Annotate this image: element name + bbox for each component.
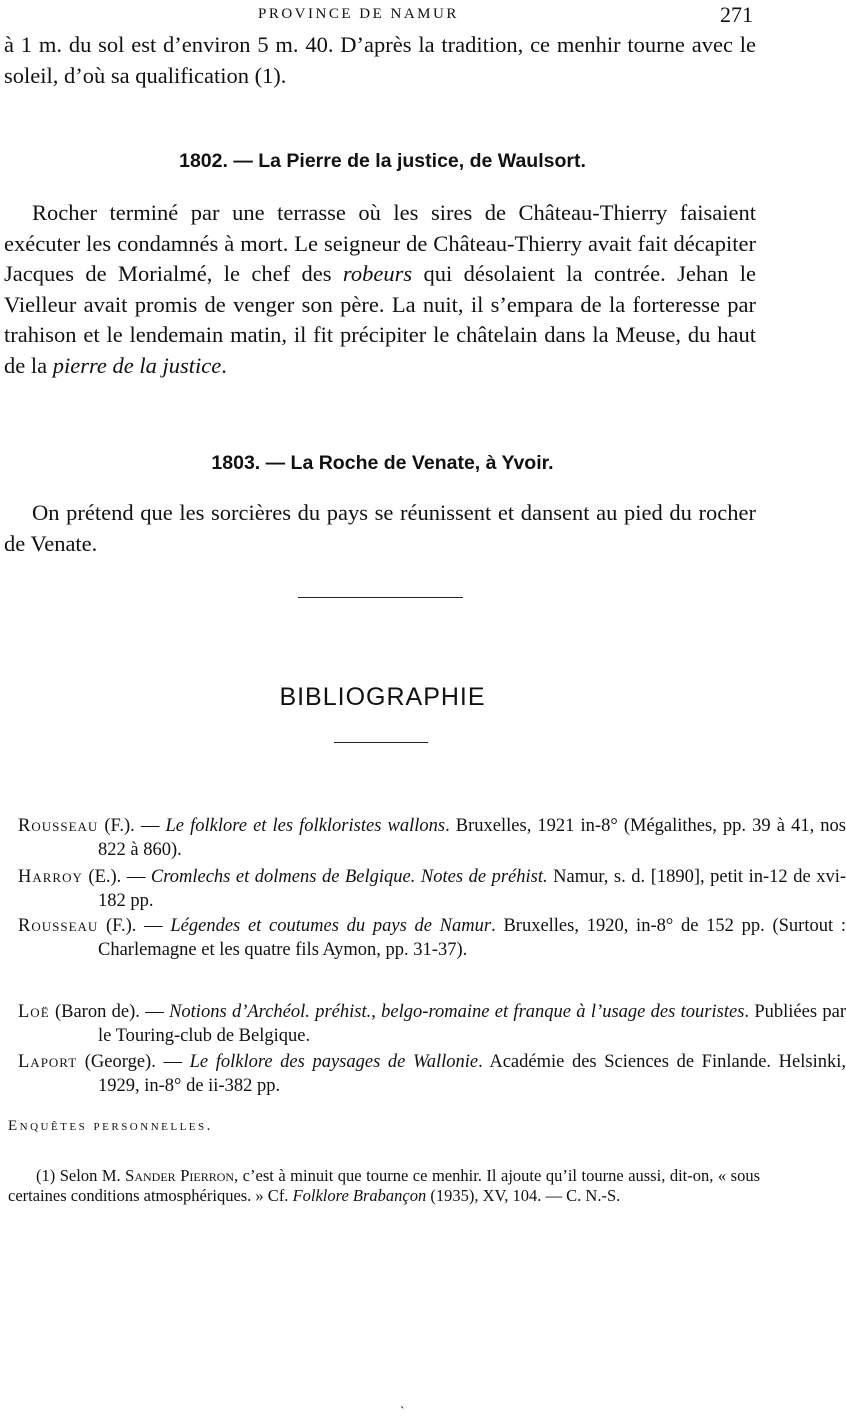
footnote: (1) Selon M. Sander Pierron, c’est à minuit que tourne ce menhir. Il ajoute qu’il tourne aussi, dit-on, « sous certaines conditions atmosphériques. » Cf. Folklore Brabançon (1935), XV, 104. — C. N.-S. [8,1166,760,1205]
bibliography-entry: Harroy (E.). — Cromlechs et dolmens de Belgique. Notes de préhist. Namur, s. d. [1890], petit in-12 de xvi-182 pp. [18,867,846,911]
stray-mark: ` [400,1405,405,1420]
footnote-person-name: Sander Pierron [125,1166,235,1185]
running-title: PROVINCE DE NAMUR [258,6,459,22]
footnote-journal: Folklore Brabançon [292,1186,427,1205]
bibliography-entry: Laport (George). — Le folklore des paysages de Wallonie. Académie des Sciences de Finlande. Helsinki, 1929, in-8° de ii-382 pp. [18,1052,846,1096]
entry-1803-heading: 1803. — La Roche de Venate, à Yvoir. [211,452,554,474]
italic-term-robeurs: robeurs [342,261,413,286]
entry-1802-heading: 1802. — La Pierre de la justice, de Waulsort. [179,150,586,172]
bibliography-entry: Rousseau (F.). — Le folklore et les folkloristes wallons. Bruxelles, 1921 in-8° (Mégalithes, pp. 39 à 41, nos 822 à 860). [18,816,846,860]
intro-paragraph: à 1 m. du sol est d’environ 5 m. 40. D’après la tradition, ce menhir tourne avec le soleil, d’où sa qualification (1). [4,32,756,88]
bibliography-title: BIBLIOGRAPHIE [279,683,486,711]
entry-1803-paragraph: On prétend que les sorcières du pays se réunissent et dansent au pied du rocher de Venate. [4,500,756,556]
enquetes-personnelles: Enquêtes personnelles. [8,1118,213,1134]
page-number: 271 [720,2,753,27]
bibliography-entry: Rousseau (F.). — Légendes et coutumes du pays de Namur. Bruxelles, 1920, in-8° de 152 pp. (Surtout : Charlemagne et les quatre fils Aymon, pp. 31-37). [18,916,846,960]
running-head [0,4,765,26]
italic-term-pierre-de-la-justice: pierre de la justice [52,352,222,378]
entry-1802-paragraph: Rocher terminé par une terrasse où les sires de Château-Thierry faisaient exécuter les condamnés à mort. Le seigneur de Château-Thierry avait fait décapiter Jacques de Morialmé, le chef des robeurs qui désolaient la contrée. Jehan le Vielleur avait promis de venger son père. La nuit, il s’empara de la forteresse par trahison et le lendemain matin, il fit précipiter le châtelain dans la Meuse, du haut de la pierre de la justice. [4,200,756,378]
bibliography-entry: Loë (Baron de). — Notions d’Archéol. préhist., belgo-romaine et franque à l’usage des touristes. Publiées par le Touring-club de Belgique. [18,1002,846,1046]
bibliography-title-rule [334,742,428,743]
section-divider-rule [298,597,463,598]
